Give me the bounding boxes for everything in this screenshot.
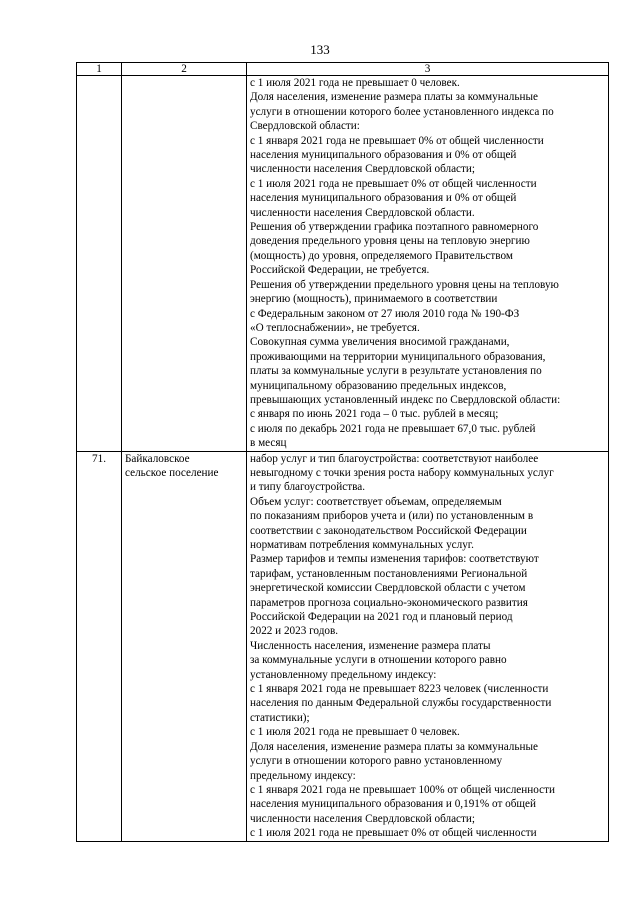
row-text-cell: [247, 451, 609, 841]
table-row: [77, 451, 609, 841]
text-line: услуги в отношении которого равно установленному: [250, 755, 503, 768]
text-line: Численность населения, изменение размера платы: [250, 639, 491, 652]
row-text-cell: [247, 76, 609, 452]
text-line: 2022 и 2023 годов.: [250, 625, 339, 638]
text-line: Российской Федерации на 2021 год и плановый период: [250, 611, 513, 624]
text-line: с 1 июля 2021 года не превышает 0 человек.: [250, 77, 460, 89]
page-number: 133: [310, 42, 330, 57]
text-line: с января по июнь 2021 года – 0 тыс. рублей в месяц;: [250, 408, 499, 421]
text-line: и типу благоустройства.: [250, 481, 365, 494]
text-line: населения муниципального образования и 0% от общей: [250, 192, 517, 205]
column-header-3: 3: [247, 63, 609, 76]
text-line: (мощность) до уровня, определяемого Правительством: [250, 249, 513, 262]
text-line: статистики);: [250, 711, 310, 724]
text-line: энергетической комиссии Свердловской области с учетом: [250, 582, 526, 595]
text-line: населения муниципального образования и 0% от общей: [250, 149, 517, 162]
table-header-row: [77, 63, 609, 76]
text-line: превышающих установленный индекс по Свердловской области:: [250, 393, 561, 406]
text-line: с 1 июля 2021 года не превышает 0 человек.: [250, 726, 460, 739]
text-line: проживающими на территории муниципального образования,: [250, 350, 546, 363]
text-line: платы за коммунальные услуги в результате установления по: [250, 365, 542, 378]
text-line: набор услуг и тип благоустройства: соответствуют наиболее: [250, 452, 539, 465]
text-line: населения муниципального образования и 0,191% от общей: [250, 798, 536, 811]
text-line: услуги в отношении которого более установленного индекса по: [250, 105, 554, 118]
text-line: установленному предельному индексу:: [250, 668, 437, 681]
text-line: за коммунальные услуги в отношении которого равно: [250, 654, 507, 667]
column-header-2: 2: [122, 63, 247, 76]
text-line: энергию (мощность), принимаемого в соответствии: [250, 293, 498, 306]
text-line: «О теплоснабжении», не требуется.: [250, 321, 420, 334]
text-line: в месяц: [250, 437, 287, 450]
text-line: Решения об утверждении предельного уровня цены на тепловую: [250, 278, 559, 291]
text-line: доведения предельного уровня цены на тепловую энергию: [250, 235, 530, 248]
text-line: муниципальному образованию предельных индексов,: [250, 379, 507, 392]
text-line: с 1 января 2021 года не превышает 8223 человек (численности: [250, 683, 549, 696]
text-line: Решения об утверждении графика поэтапного равномерного: [250, 221, 539, 234]
municipality-name-line: Байкаловское: [125, 452, 190, 465]
document-table: [76, 62, 609, 842]
text-line: Размер тарифов и темпы изменения тарифов: соответствуют: [250, 553, 539, 566]
municipality-name-cell: [122, 76, 247, 452]
text-line: невыгодному с точки зрения роста набору коммунальных услуг: [250, 466, 554, 479]
text-line: Объем услуг: соответствует объемам, определяемым: [250, 495, 502, 508]
text-line: по показаниям приборов учета и (или) по установленным в: [250, 510, 534, 523]
text-line: с 1 июля 2021 года не превышает 0% от общей численности: [250, 177, 537, 190]
text-line: с 1 января 2021 года не превышает 100% от общей численности: [250, 783, 555, 796]
text-line: Свердловской области:: [250, 120, 360, 133]
row-number-cell: 71.: [77, 451, 122, 841]
text-line: тарифам, установленным постановлениями Региональной: [250, 567, 528, 580]
text-line: численности населения Свердловской области.: [250, 206, 475, 219]
municipality-name-line: сельское поселение: [125, 466, 219, 479]
text-line: соответствии с законодательством Российской Федерации: [250, 524, 527, 537]
text-line: численности населения Свердловской области;: [250, 812, 475, 825]
row-number-cell: [77, 76, 122, 452]
text-line: Доля населения, изменение размера платы за коммунальные: [250, 740, 538, 753]
text-line: Совокупная сумма увеличения вносимой гражданами,: [250, 336, 510, 349]
text-line: численности населения Свердловской области;: [250, 163, 475, 176]
text-line: Российской Федерации, не требуется.: [250, 264, 430, 277]
text-line: населения по данным Федеральной службы государственности: [250, 697, 552, 710]
column-header-1: 1: [77, 63, 122, 76]
text-line: с июля по декабрь 2021 года не превышает 67,0 тыс. рублей: [250, 422, 536, 435]
text-line: с Федеральным законом от 27 июля 2010 года № 190-ФЗ: [250, 307, 520, 320]
text-line: с 1 июля 2021 года не превышает 0% от общей численности: [250, 827, 537, 840]
text-line: нормативам потребления коммунальных услуг.: [250, 539, 474, 551]
text-line: предельному индексу:: [250, 769, 356, 782]
municipality-name-cell: [122, 451, 247, 841]
text-line: Доля населения, изменение размера платы за коммунальные: [250, 91, 538, 104]
table-row: [77, 76, 609, 452]
text-line: параметров прогноза социально-экономического развития: [250, 596, 528, 609]
text-line: с 1 января 2021 года не превышает 0% от общей численности: [250, 134, 544, 147]
